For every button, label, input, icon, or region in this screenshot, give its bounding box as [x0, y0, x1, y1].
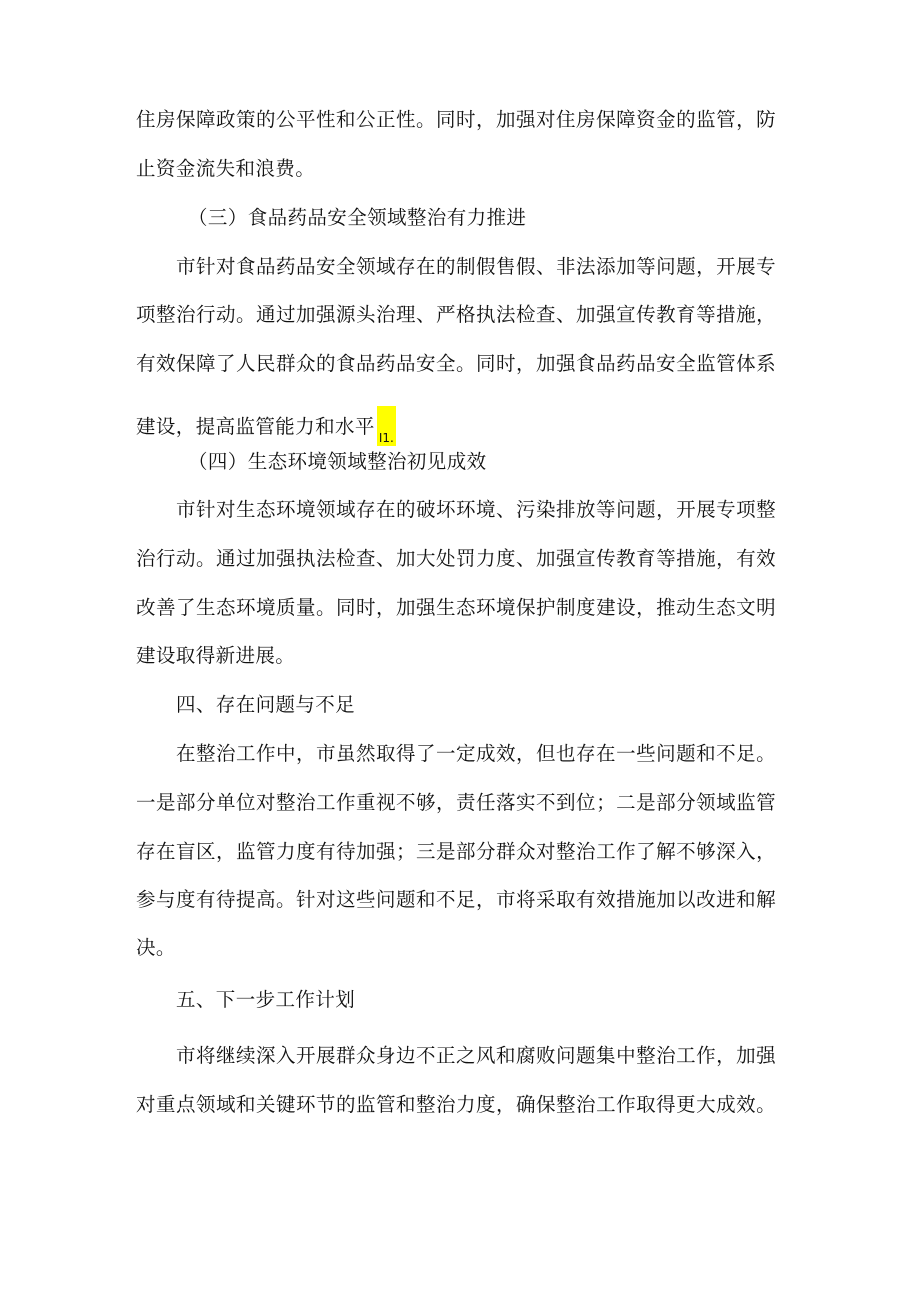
body-line: 项整治行动。通过加强源头治理、严格执法检查、加强宣传教育等措施，: [136, 303, 776, 326]
section-heading-3: （三）食品药品安全领域整治有力推进: [188, 206, 527, 229]
chapter-heading-5: 五、下一步工作计划: [176, 988, 356, 1011]
body-line: 参与度有待提高。针对这些问题和不足，市将采取有效措施加以改进和解: [136, 888, 776, 911]
body-line: 存在盲区，监管力度有待加强；三是部分群众对整治工作了解不够深入，: [136, 840, 776, 863]
body-line: 有效保障了人民群众的食品药品安全。同时，加强食品药品安全监管体系: [136, 352, 776, 375]
body-line: 建设取得新进展。: [136, 644, 296, 667]
body-line: 对重点领域和关键环节的监管和整治力度，确保整治工作取得更大成效。: [136, 1093, 776, 1116]
section-heading-4: （四）生态环境领域整治初见成效: [188, 450, 487, 473]
body-line: 改善了生态环境质量。同时，加强生态环境保护制度建设，推动生态文明: [136, 596, 776, 619]
body-line: 决。: [136, 936, 176, 959]
body-line: [136, 400, 396, 445]
body-line: 治行动。通过加强执法检查、加大处罚力度、加强宣传教育等措施，有效: [136, 547, 776, 570]
body-text: 建设，提高监管能力和水平: [136, 415, 375, 438]
chapter-heading-4: 四、存在问题与不足: [176, 693, 356, 716]
body-line: 止资金流失和浪费。: [136, 157, 316, 180]
highlight-mark: I1.: [377, 406, 396, 446]
body-line: 住房保障政策的公平性和公正性。同时，加强对住房保障资金的监管，防: [136, 108, 776, 131]
body-line: 市针对食品药品安全领域存在的制假售假、非法添加等问题，开展专: [176, 255, 776, 278]
body-line: 在整治工作中，市虽然取得了一定成效，但也存在一些问题和不足。: [176, 742, 776, 765]
body-line: 市将继续深入开展群众身边不正之风和腐败问题集中整治工作，加强: [176, 1044, 776, 1067]
body-line: 市针对生态环境领域存在的破坏环境、污染排放等问题，开展专项整: [176, 498, 776, 521]
body-line: 一是部分单位对整治工作重视不够，责任落实不到位；二是部分领域监管: [136, 791, 776, 814]
